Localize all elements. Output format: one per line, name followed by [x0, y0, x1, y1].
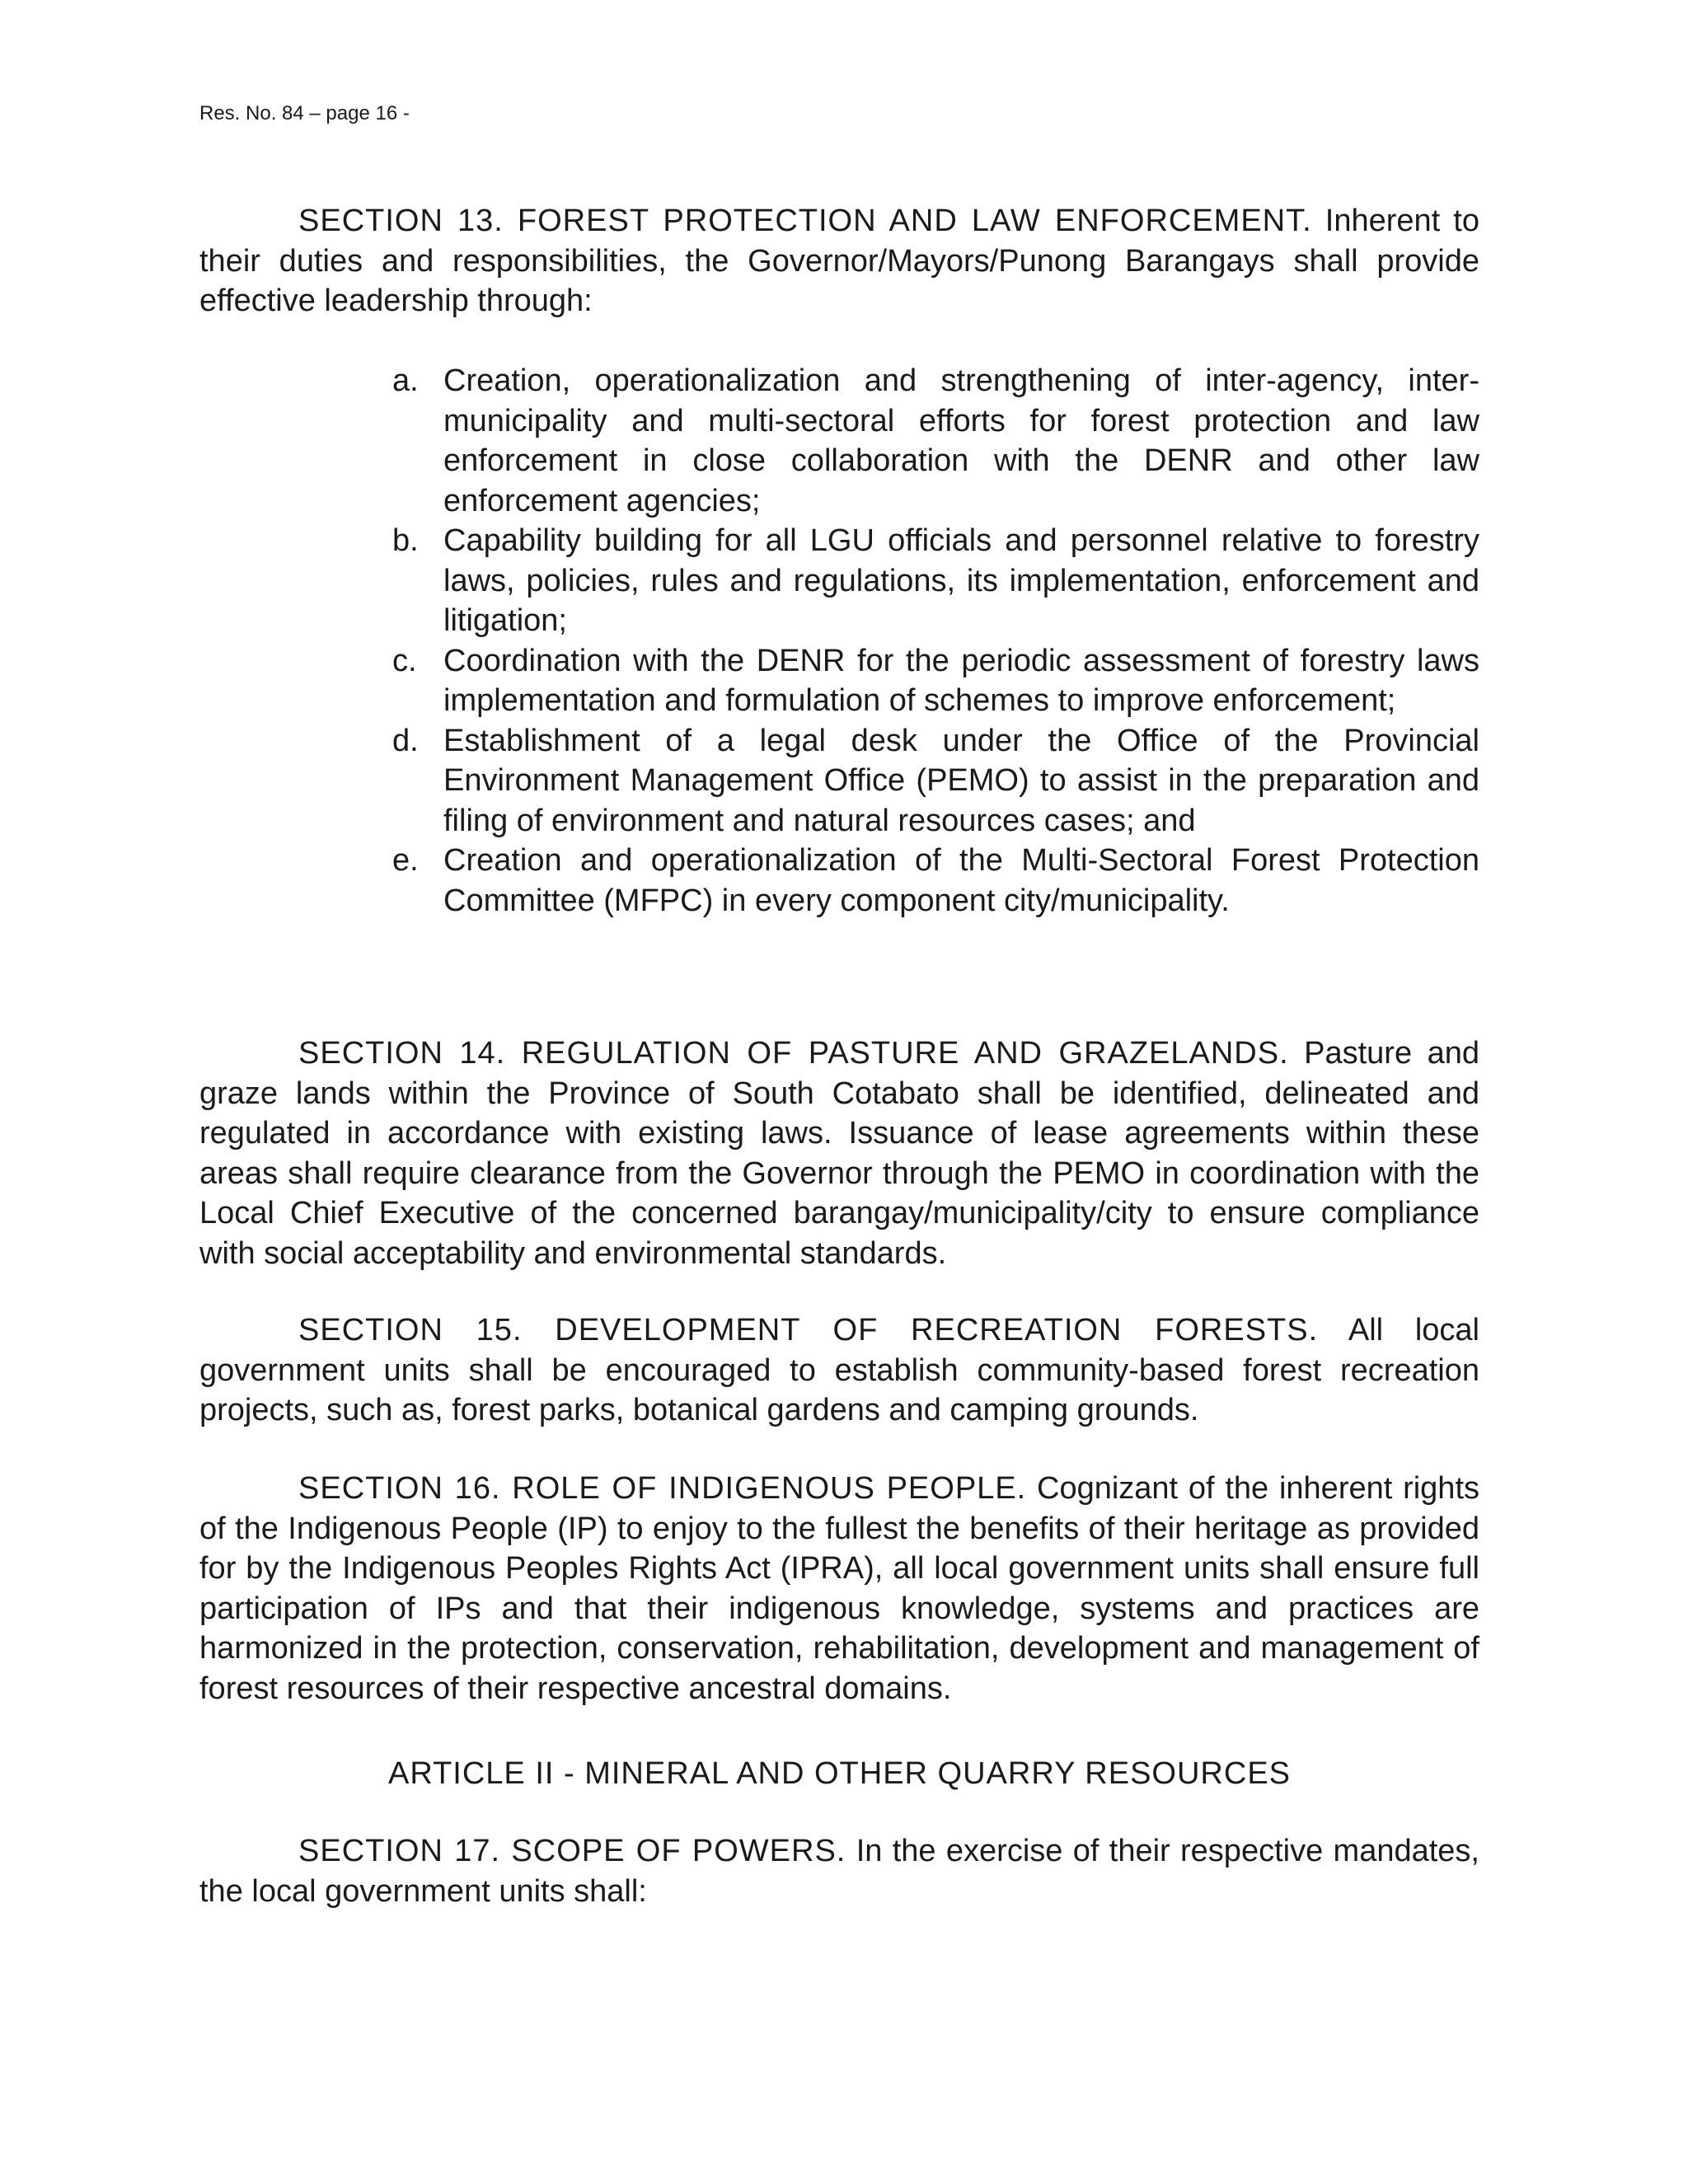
list-item-marker: a. [392, 363, 419, 398]
section-16 [199, 1469, 1479, 1708]
list-item [392, 721, 1479, 841]
list-item-text: Capability building for all LGU officials and personnel relative to forestry laws, policies, rules and regulations, its implementation, enforcement and litigation; [443, 523, 1479, 638]
section-13-paragraph [199, 201, 1479, 321]
list-item-marker: c. [392, 643, 417, 678]
section-15-heading: SECTION 15. DEVELOPMENT OF RECREATION FORESTS. [298, 1313, 1319, 1347]
list-item-text: Creation, operationalization and strengthening of inter-agency, inter-municipality and multi-sectoral efforts for forest protection and law enforcement in close collaboration with the DENR and other law enforcement agencies; [443, 363, 1479, 518]
list-item-marker: e. [392, 843, 419, 878]
article-heading: ARTICLE II - MINERAL AND OTHER QUARRY RESOURCES [387, 1756, 1292, 1791]
list-item [392, 841, 1479, 921]
list-item [392, 641, 1479, 721]
section-17-heading: SECTION 17. SCOPE OF POWERS. [298, 1834, 846, 1868]
section-14-body: Pasture and graze lands within the Province of South Cotabato shall be identified, delineated and regulated in accordance with existing laws. Issuance of lease agreements within these areas shall require clearance from the Governor through the PEMO in coordination with the Local Chief Executive of the concerned barangay/municipality/city to ensure compliance with social acceptability and environmental standards. [199, 1036, 1479, 1271]
section-16-heading: SECTION 16. ROLE OF INDIGENOUS PEOPLE. [298, 1471, 1027, 1506]
enforcement-list [392, 361, 1479, 921]
section-17 [199, 1831, 1479, 1911]
page-header: Res. No. 84 – page 16 - [199, 102, 410, 124]
section-14-heading: SECTION 14. REGULATION OF PASTURE AND GRAZELANDS. [298, 1036, 1289, 1071]
section-15-paragraph [199, 1310, 1479, 1431]
section-14-paragraph [199, 1033, 1479, 1273]
list-item-text: Establishment of a legal desk under the Office of the Provincial Environment Management Office (PEMO) to assist in the preparation and filing of environment and natural resources cases; and [443, 723, 1479, 838]
list-item-text: Coordination with the DENR for the periodic assessment of forestry laws implementation and formulation of schemes to improve enforcement; [443, 643, 1479, 718]
section-16-body: Cognizant of the inherent rights of the Indigenous People (IP) to enjoy to the fullest the benefits of their heritage as provided for by the Indigenous Peoples Rights Act (IPRA), all local government units shall ensure full participation of IPs and that their indigenous knowledge, systems and practices are harmonized in the protection, conservation, rehabilitation, development and management of forest resources of their respective ancestral domains. [199, 1471, 1479, 1706]
section-14 [199, 1033, 1479, 1273]
section-15 [199, 1310, 1479, 1431]
list-item [392, 521, 1479, 641]
section-17-body: In the exercise of their respective mandates, the local government units shall: [199, 1834, 1479, 1909]
section-17-paragraph [199, 1831, 1479, 1911]
section-16-paragraph [199, 1469, 1479, 1708]
section-13-body: Inherent to their duties and responsibilities, the Governor/Mayors/Punong Barangays shall provide effective leadership through: [199, 204, 1479, 318]
list-item [392, 361, 1479, 521]
list-item-text: Creation and operationalization of the Multi-Sectoral Forest Protection Committee (MFPC) in every component city/municipality. [443, 843, 1479, 918]
section-13-heading: SECTION 13. FOREST PROTECTION AND LAW ENFORCEMENT. [298, 204, 1312, 238]
section-15-body: All local government units shall be encouraged to establish community-based forest recreation projects, such as, forest parks, botanical gardens and camping grounds. [199, 1313, 1479, 1427]
section-13 [199, 201, 1479, 321]
list-item-marker: d. [392, 723, 419, 758]
list-item-marker: b. [392, 523, 419, 558]
